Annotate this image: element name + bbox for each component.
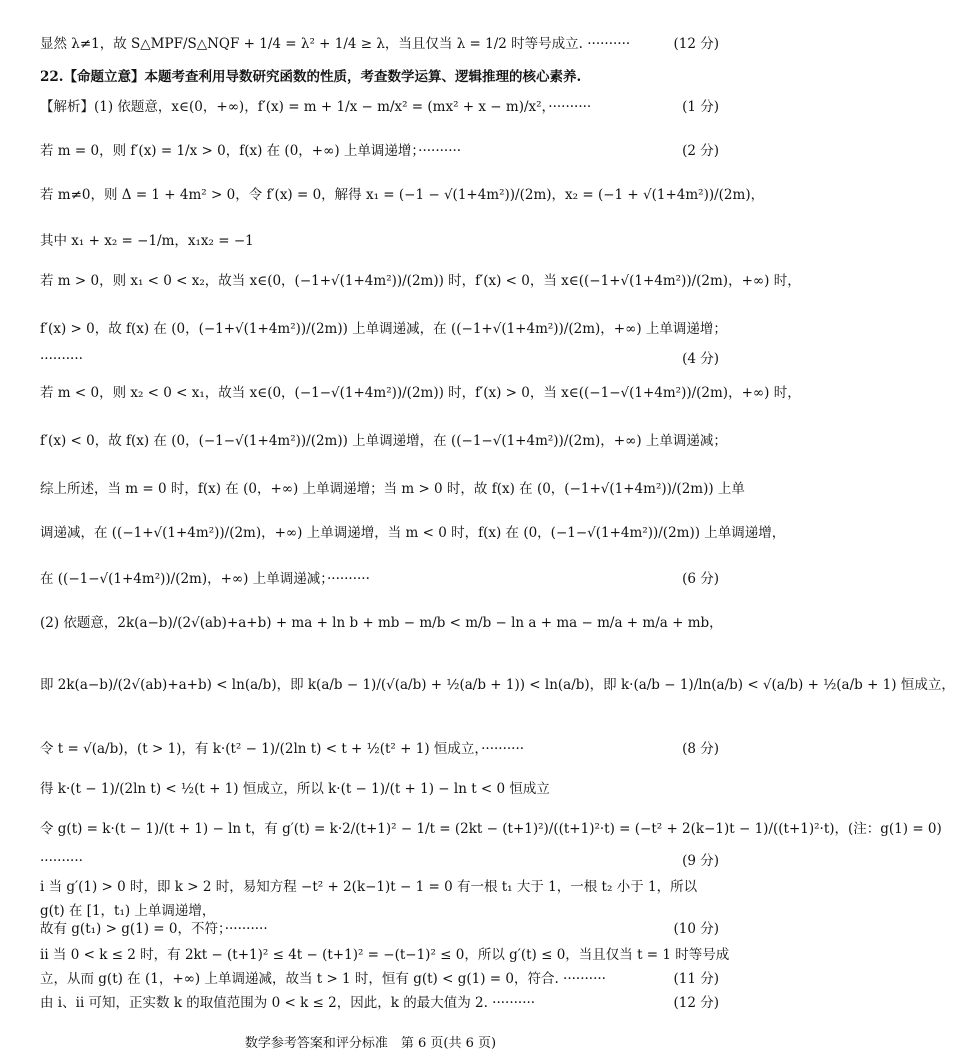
line-text: 令 g(t) = k·(t − 1)/(t + 1) − ln t，有 g′(t) = k·2/(t+1)² − 1/t = (2kt − (t+1)²)/((t+1)²·t) = (−t² + 2(k−1)t − 1)/((t+1)²·t)，(注：g(1) = 0) — [40, 821, 942, 837]
line-text: 若 m < 0，则 x₂ < 0 < x₁，故当 x∈(0，(−1−√(1+4m²))/(2m)) 时，f′(x) > 0，当 x∈((−1−√(1+4m²))/(2m)，+∞) 时， — [40, 385, 801, 401]
text-line — [40, 68, 719, 86]
score-mark: (12 分) — [673, 36, 719, 52]
line-text: 【解析】(1) 依题意，x∈(0，+∞)，f′(x) = m + 1/x − m/x² = (mx² + x − m)/x²，·········· — [40, 99, 592, 115]
score-mark: (11 分) — [673, 971, 719, 987]
text-line — [40, 272, 801, 290]
line-text: f′(x) < 0，故 f(x) 在 (0，(−1−√(1+4m²))/(2m)) 上单调递增，在 ((−1−√(1+4m²))/(2m)，+∞) 上单调递减； — [40, 433, 727, 449]
text-line — [40, 320, 727, 338]
line-text: 即 2k(a−b)/(2√(ab)+a+b) < ln(a/b)，即 k(a/b − 1)/(√(a/b) + ½(a/b + 1)) < ln(a/b)，即 k·(a/b − 1)/ln(a/b) < √(a/b) + ½(a/b + 1) 恒成立， — [40, 677, 955, 693]
score-mark: (12 分) — [673, 995, 719, 1011]
text-line — [40, 524, 786, 542]
line-text: 若 m = 0，则 f′(x) = 1/x > 0，f(x) 在 (0，+∞) 上单调递增；·········· — [40, 143, 462, 159]
text-line — [40, 902, 719, 920]
text-line — [40, 142, 719, 160]
line-text: 由 ⅰ、ⅱ 可知，正实数 k 的取值范围为 0 < k ≤ 2，因此，k 的最大值为 2. ·········· — [40, 995, 536, 1011]
text-line — [40, 852, 719, 870]
text-line — [40, 614, 723, 632]
line-text: 在 ((−1−√(1+4m²))/(2m)，+∞) 上单调递减；·········· — [40, 571, 370, 587]
line-text: 立，从而 g(t) 在 (1，+∞) 上单调递减，故当 t > 1 时，恒有 g(t) < g(1) = 0，符合. ·········· — [40, 971, 606, 987]
text-line — [40, 186, 765, 204]
line-text: 22.【命题立意】本题考查利用导数研究函数的性质，考查数学运算、逻辑推理的核心素养. — [40, 69, 582, 85]
text-line — [40, 994, 719, 1012]
score-mark: (10 分) — [673, 921, 719, 937]
text-line — [40, 920, 719, 938]
text-line — [40, 35, 719, 53]
line-text: g(t) 在 [1，t₁) 上单调递增， — [40, 903, 216, 919]
score-mark: (8 分) — [682, 741, 719, 757]
text-line — [40, 820, 942, 838]
line-text: 若 m≠0，则 Δ = 1 + 4m² > 0，令 f′(x) = 0，解得 x₁ = (−1 − √(1+4m²))/(2m)，x₂ = (−1 + √(1+4m²))/(2m)， — [40, 187, 765, 203]
text-line — [40, 432, 727, 450]
line-text: ⅰ 当 g′(1) > 0 时，即 k > 2 时，易知方程 −t² + 2(k−1)t − 1 = 0 有一根 t₁ 大于 1，一根 t₂ 小于 1，所以 — [40, 879, 698, 895]
line-text: 故有 g(t₁) > g(1) = 0，不符；·········· — [40, 921, 268, 937]
line-text: 若 m > 0，则 x₁ < 0 < x₂，故当 x∈(0，(−1+√(1+4m²))/(2m)) 时，f′(x) < 0，当 x∈((−1+√(1+4m²))/(2m)，+∞) 时， — [40, 273, 801, 289]
score-mark: (9 分) — [682, 853, 719, 869]
line-text: 得 k·(t − 1)/(2ln t) < ½(t + 1) 恒成立，所以 k·(t − 1)/(t + 1) − ln t < 0 恒成立 — [40, 781, 550, 797]
line-text: ·········· — [40, 853, 83, 869]
line-text: 令 t = √(a/b)，(t > 1)，有 k·(t² − 1)/(2ln t) < t + ½(t² + 1) 恒成立，·········· — [40, 741, 525, 757]
line-text: ⅱ 当 0 < k ≤ 2 时，有 2kt − (t+1)² ≤ 4t − (t+1)² = −(t−1)² ≤ 0，所以 g′(t) ≤ 0，当且仅当 t = 1 时等号成 — [40, 947, 730, 963]
line-text: 综上所述，当 m = 0 时，f(x) 在 (0，+∞) 上单调递增；当 m > 0 时，故 f(x) 在 (0，(−1+√(1+4m²))/(2m)) 上单 — [40, 481, 745, 497]
text-line — [40, 970, 719, 988]
line-text: 显然 λ≠1，故 S△MPF/S△NQF + 1/4 = λ² + 1/4 ≥ λ，当且仅当 λ = 1/2 时等号成立. ·········· — [40, 36, 631, 52]
text-line — [40, 384, 801, 402]
line-text: f′(x) > 0，故 f(x) 在 (0，(−1+√(1+4m²))/(2m)) 上单调递减，在 ((−1+√(1+4m²))/(2m)，+∞) 上单调递增； — [40, 321, 727, 337]
line-text: 调递减，在 ((−1+√(1+4m²))/(2m)，+∞) 上单调递增，当 m < 0 时，f(x) 在 (0，(−1−√(1+4m²))/(2m)) 上单调递增， — [40, 525, 786, 541]
score-mark: (4 分) — [682, 351, 719, 367]
score-mark: (1 分) — [682, 99, 719, 115]
text-line — [40, 232, 719, 250]
page-footer: 数学参考答案和评分标准 第 6 页(共 6 页) — [244, 1036, 497, 1051]
text-line — [40, 780, 719, 798]
text-line — [40, 570, 719, 588]
text-line — [40, 350, 719, 368]
text-line — [40, 878, 719, 896]
text-line — [40, 740, 719, 758]
text-line — [40, 480, 745, 498]
score-mark: (2 分) — [682, 143, 719, 159]
text-line — [40, 98, 719, 116]
line-text: ·········· — [40, 351, 83, 367]
text-line — [40, 676, 955, 694]
line-text: 其中 x₁ + x₂ = −1/m，x₁x₂ = −1 — [40, 233, 254, 249]
score-mark: (6 分) — [682, 571, 719, 587]
text-line — [40, 946, 730, 964]
line-text: (2) 依题意，2k(a−b)/(2√(ab)+a+b) + ma + ln b + mb − m/b < m/b − ln a + ma − m/a + m/a + mb， — [40, 615, 723, 631]
